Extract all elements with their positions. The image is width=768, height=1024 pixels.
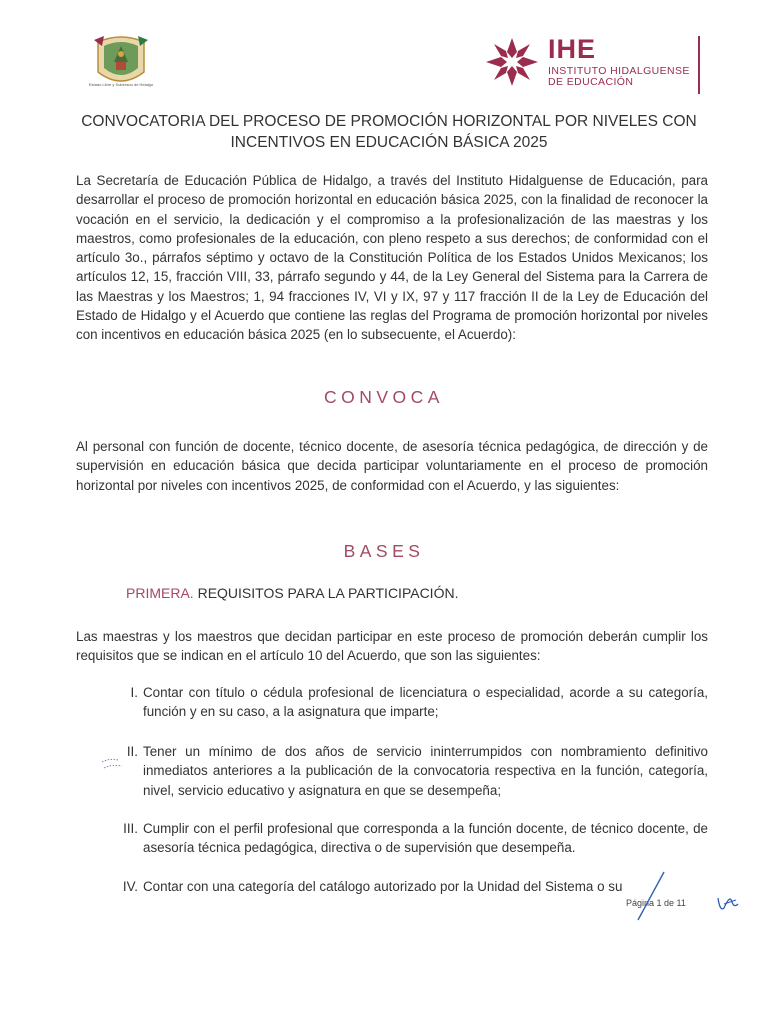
requirement-number: III. [123,821,138,836]
requirements-intro: Las maestras y los maestros que decidan participar en este proceso de promoción deberán cumplir los requisitos que se indican en el artículo 10 del Acuerdo, que son las siguientes: [76,629,708,664]
requirement-text: Tener un mínimo de dos años de servicio ininterrumpidos con nombramiento definitivo inmediatos anteriores a la publicación de la convocatoria respectiva en la función, categoría, nivel, servicio educativo y asignatura en que se desempeña; [143,744,708,798]
requirement-number: IV. [122,879,138,894]
bases-heading: BASES [343,541,425,561]
requirement-number: I. [130,685,138,700]
pen-mark-icon [100,748,134,772]
requirement-text: Contar con una categoría del catálogo autorizado por la Unidad del Sistema o su [143,879,623,894]
intro-paragraph: La Secretaría de Educación Pública de Hidalgo, a través del Instituto Hidalguense de Educación, para desarrollar el proceso de promoción horizontal en educación básica 2025, con la finalidad de reconocer la vocación en el servicio, la dedicación y el compromiso a la profesionalización de las maestras y los maestros, como profesionales de la educación, con pleno respeto a sus derechos; de conformidad con el artículo 3o., párrafos séptimo y octavo de la Constitución Política de los Estados Unidos Mexicanos; los artículos 12, 15, fracción VIII, 33, párrafo segundo y 44, de la Ley General del Sistema para la Carrera de las Maestras y los Maestros; 1, 94 fracciones IV, VI y IX, 97 y 117 fracción II de la Ley de Educación del Estado de Hidalgo y el Acuerdo que contiene las reglas del Programa de promoción horizontal por niveles con incentivos en educación básica 2025 (en lo subsecuente, el Acuerdo): [76,173,708,343]
page-number: Página 1 de 11 [626,898,686,908]
requirement-number: II. [126,744,138,759]
ihe-star-logo-icon [482,36,542,88]
document-title [60,111,718,153]
requirement-text: Cumplir con el perfil profesional que corresponda a la función docente, de técnico docente, de asesoría técnica pedagógica, directiva o de supervisión que desempeña. [143,821,708,856]
ihe-logo-title: IHE [548,34,597,64]
title-line-2: INCENTIVOS EN EDUCACIÓN BÁSICA 2025 [230,134,548,151]
ihe-logo-subtitle [548,66,690,88]
primera-title: REQUISITOS PARA LA PARTICIPACIÓN. [197,585,459,601]
ihe-subtitle-line1: INSTITUTO HIDALGUENSE [548,65,690,77]
signature-icon [620,868,740,928]
header-divider [698,36,700,94]
seal-caption: Estado Libre y Soberano de Hidalgo [88,82,154,87]
ihe-subtitle-line2: DE EDUCACIÓN [548,76,634,88]
state-seal-icon [90,32,152,102]
primera-heading [126,585,458,601]
convoca-heading: CONVOCA [324,387,444,407]
requirement-text: Contar con título o cédula profesional de licenciatura o especialidad, acorde a su categoría, función y en su caso, a la asignatura que imparte; [143,685,708,720]
primera-lead: PRIMERA. [126,585,194,601]
convoca-paragraph: Al personal con función de docente, técnico docente, de asesoría técnica pedagógica, de dirección y de supervisión en educación básica que decida participar voluntariamente en el proceso de promoción horizontal por niveles con incentivos 2025, de conformidad con el Acuerdo, y las siguientes: [76,439,708,493]
title-line-1: CONVOCATORIA DEL PROCESO DE PROMOCIÓN HORIZONTAL POR NIVELES CON [81,113,697,130]
